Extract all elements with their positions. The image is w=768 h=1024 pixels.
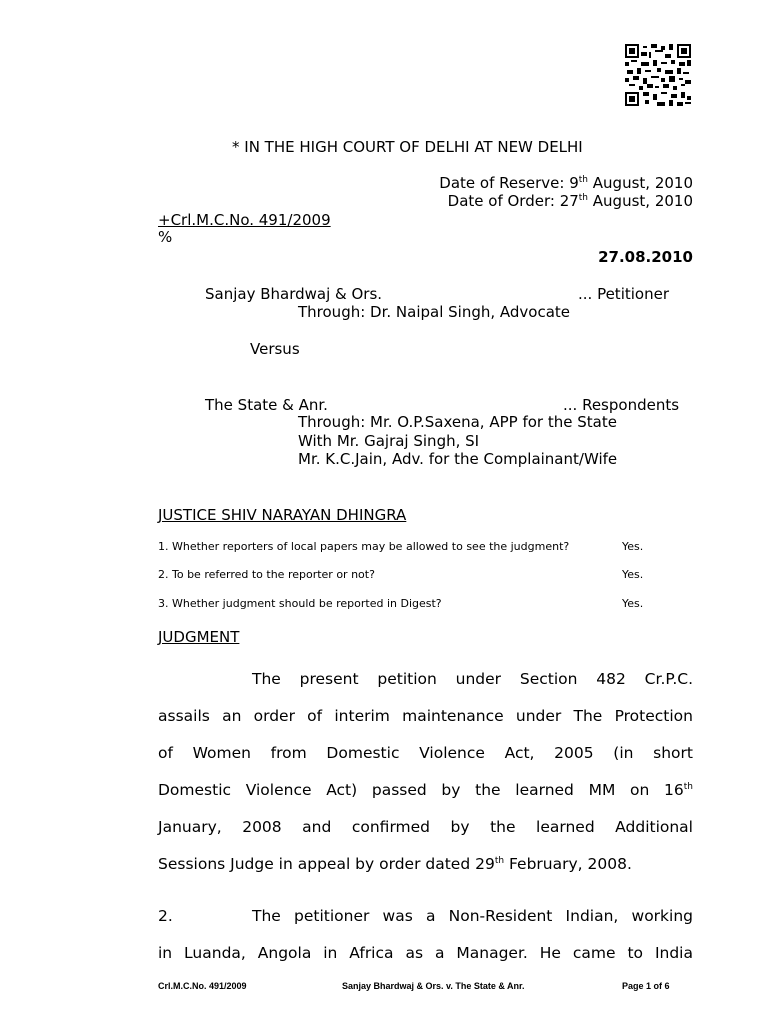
- versus-label: Versus: [250, 340, 300, 358]
- question-2: 2. To be referred to the reporter or not?: [158, 568, 375, 581]
- petitioner-role: ... Petitioner: [578, 285, 669, 303]
- para1-line-1: The present petition under Section 482 Cr.P.C.: [252, 670, 693, 688]
- qr-code-image: [625, 44, 691, 106]
- judgment-heading: JUDGMENT: [158, 628, 240, 646]
- court-title: * IN THE HIGH COURT OF DELHI AT NEW DELHI: [232, 138, 583, 156]
- respondent-counsel-1: Through: Mr. O.P.Saxena, APP for the State: [298, 413, 617, 431]
- para2-line-1: The petitioner was a Non-Resident Indian, working: [252, 907, 693, 925]
- footer-page-number: Page 1 of 6: [622, 981, 670, 991]
- footer-parties: Sanjay Bhardwaj & Ors. v. The State & Anr.: [342, 981, 525, 991]
- respondent-role: ... Respondents: [563, 396, 680, 414]
- respondent-counsel-2: With Mr. Gajraj Singh, SI: [298, 432, 480, 450]
- petitioner-counsel: Through: Dr. Naipal Singh, Advocate: [298, 303, 571, 321]
- petitioner-name: Sanjay Bhardwaj & Ors.: [205, 285, 383, 303]
- para1-line-3: of Women from Domestic Violence Act, 2005 (in short: [158, 744, 693, 762]
- answer-3: Yes.: [622, 597, 644, 610]
- para2-number: 2.: [158, 907, 173, 925]
- respondent-name: The State & Anr.: [205, 396, 328, 414]
- footer-case-number: Crl.M.C.No. 491/2009: [158, 981, 247, 991]
- question-3: 3. Whether judgment should be reported in Digest?: [158, 597, 442, 610]
- case-number: +Crl.M.C.No. 491/2009: [158, 211, 331, 229]
- judgment-date: 27.08.2010: [598, 248, 693, 266]
- para1-line-4: Domestic Violence Act) passed by the learned MM on 16th: [158, 781, 693, 799]
- percent-mark: %: [158, 228, 173, 246]
- para1-line-5: January, 2008 and confirmed by the learned Additional: [158, 818, 693, 836]
- date-of-reserve: Date of Reserve: 9th August, 2010: [439, 174, 693, 192]
- coram-justice: JUSTICE SHIV NARAYAN DHINGRA: [158, 506, 407, 524]
- answer-1: Yes.: [622, 540, 644, 553]
- answer-2: Yes.: [622, 568, 644, 581]
- question-1: 1. Whether reporters of local papers may be allowed to see the judgment?: [158, 540, 570, 553]
- date-of-order: Date of Order: 27th August, 2010: [447, 192, 693, 210]
- para2-line-2: in Luanda, Angola in Africa as a Manager. He came to India: [158, 944, 693, 962]
- para1-line-6: Sessions Judge in appeal by order dated 29th February, 2008.: [158, 855, 632, 873]
- para1-line-2: assails an order of interim maintenance under The Protection: [158, 707, 693, 725]
- respondent-counsel-3: Mr. K.C.Jain, Adv. for the Complainant/Wife: [298, 450, 618, 468]
